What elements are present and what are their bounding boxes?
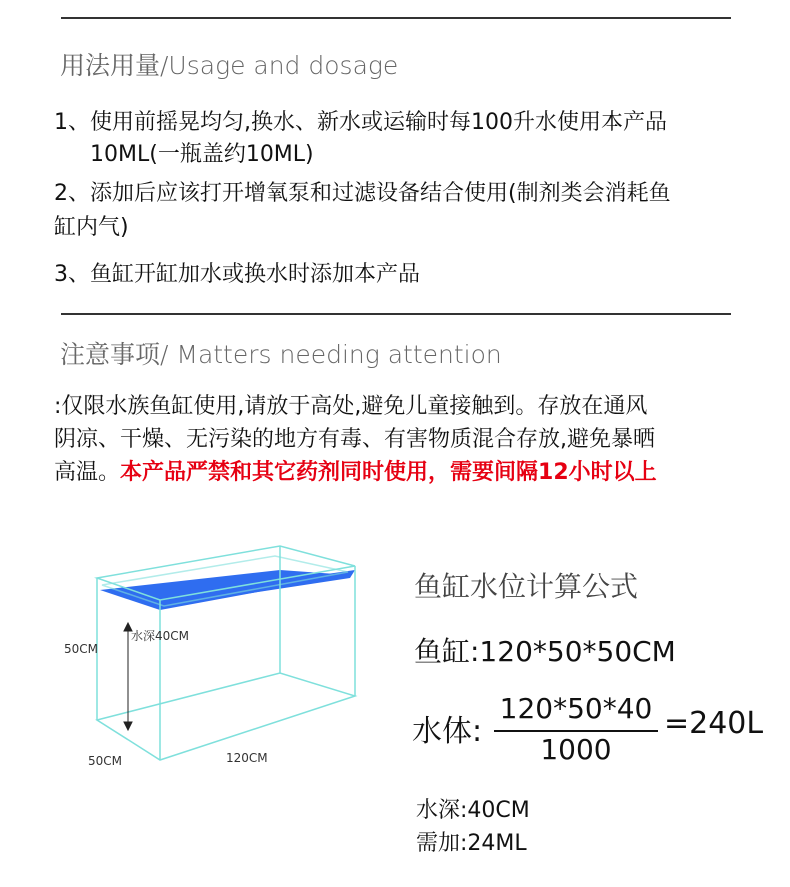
usage-item-2: 2、添加后应该打开增氧泵和过滤设备结合使用(制剂类会消耗鱼 [54, 181, 671, 206]
volume-label: 水体: [412, 714, 483, 749]
tank-diagram [0, 530, 400, 770]
usage-item-1: 1、使用前摇晃均匀,换水、新水或运输时每100升水使用本产品 [54, 110, 667, 135]
attention-line-3 [54, 456, 657, 489]
water-depth: 水深:40CM [416, 798, 530, 823]
height-label: 50CM [64, 642, 99, 656]
dose-amount: 需加:24ML [416, 831, 527, 856]
usage-item-3: 3、鱼缸开缸加水或换水时添加本产品 [54, 262, 420, 287]
tank-drawing [0, 530, 400, 770]
depth-label: 水深40CM [131, 629, 190, 643]
top-divider [61, 17, 731, 19]
attention-line-3-prefix: 高温。 [54, 460, 121, 485]
formula-title: 鱼缸水位计算公式 [414, 570, 639, 603]
usage-title: 用法用量/Usage and dosage [60, 51, 399, 80]
length-label: 120CM [226, 751, 268, 765]
water-surface [100, 570, 350, 610]
tank-size: 鱼缸:120*50*50CM [414, 635, 676, 668]
width-label: 50CM [88, 754, 123, 768]
attention-line-2: 阴凉、干燥、无污染的地方有毒、有害物质混合存放,避免暴晒 [54, 427, 655, 452]
warning-text: 本产品严禁和其它药剂同时使用，需要间隔12小时以上 [120, 460, 657, 485]
volume-result: =240L [664, 706, 764, 741]
fraction-denominator: 1000 [540, 733, 612, 766]
attention-line-1: :仅限水族鱼缸使用,请放于高处,避免儿童接触到。存放在通风 [54, 394, 648, 419]
middle-divider [61, 313, 731, 315]
fraction-bar [494, 730, 658, 732]
usage-item-1-cont: 10ML(一瓶盖约10ML) [90, 142, 314, 167]
attention-title: 注意事项/ Matters needing attention [60, 340, 502, 369]
usage-item-2-cont: 缸内气) [54, 215, 129, 240]
fraction-numerator: 120*50*40 [499, 692, 653, 725]
